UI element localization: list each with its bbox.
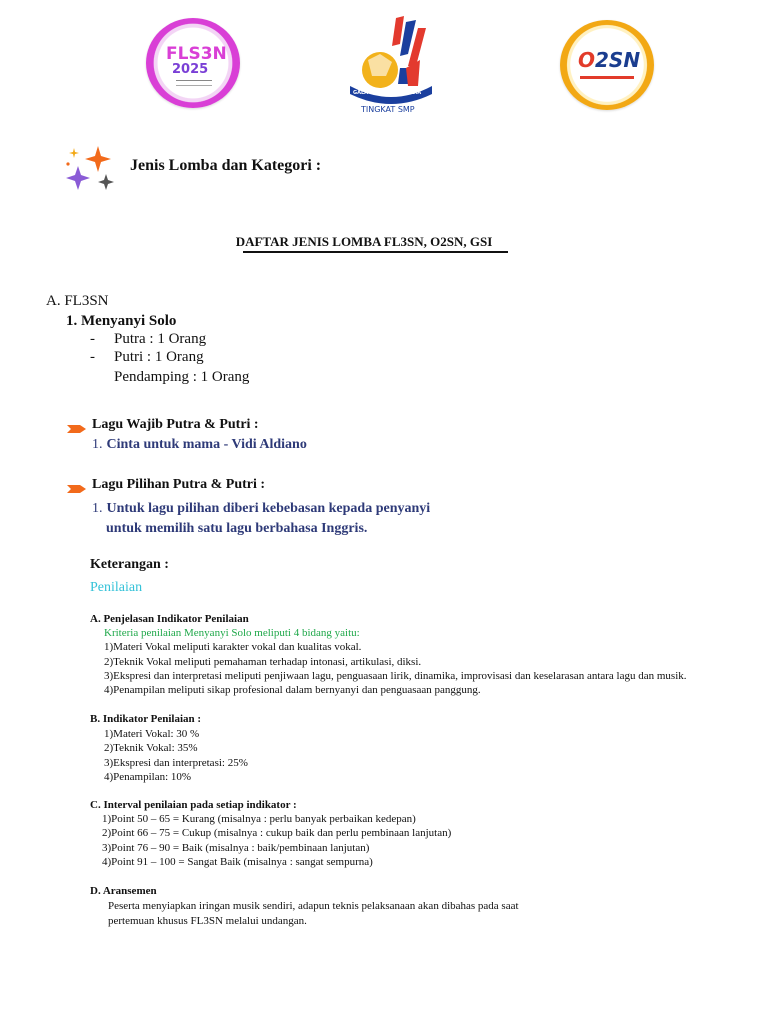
fls2n-logo <box>146 18 240 108</box>
interval-line: 2)Point 66 – 75 = Cukup (misalnya : cukup baik dan perlu pembinaan lanjutan) <box>102 827 452 839</box>
lagu-pilihan-item: 1. Untuk lagu pilihan diberi kebebasan kepada penyanyi <box>92 501 431 516</box>
keterangan-label: Keterangan : <box>90 557 169 572</box>
lagu-pilihan-item-cont: untuk memilih satu lagu berbahasa Inggris. <box>106 521 368 536</box>
participant-putri: - Putri : 1 Orang <box>90 349 204 365</box>
title-underline <box>243 251 508 253</box>
participant-putra: - Putra : 1 Orang <box>90 331 207 347</box>
arrow-bullet-icon <box>67 484 87 494</box>
penjelasan-heading: A. Penjelasan Indikator Penilaian <box>90 613 249 625</box>
arrow-bullet-icon <box>67 424 87 434</box>
indikator-line: 4)Penampilan: 10% <box>104 771 192 783</box>
section-a-label: A. FL3SN <box>46 293 109 309</box>
gsi-logo-text: GALA SISWA INDONESIA <box>353 90 422 96</box>
penjelasan-line: 3)Ekspresi dan interpretasi meliputi penjiwaan lagu, penguasaan lirik, dinamika, improvisasi dan keselarasan antara lagu dan musik. <box>104 670 687 682</box>
o2sn-logo-text: O2SN <box>578 48 641 72</box>
document-title: DAFTAR JENIS LOMBA FL3SN, O2SN, GSI <box>235 234 493 249</box>
indikator-line: 1)Materi Vokal: 30 % <box>104 728 200 740</box>
interval-line: 1)Point 50 – 65 = Kurang (misalnya : perlu banyak perbaikan kedepan) <box>102 813 416 825</box>
o2sn-logo-bar <box>580 76 634 79</box>
o2sn-logo <box>560 20 654 110</box>
gsi-logo <box>346 14 436 118</box>
lagu-wajib-item: 1. Cinta untuk mama - Vidi Aldiano <box>92 437 307 452</box>
fls-logo-text: FLS3N <box>166 44 227 64</box>
interval-heading: C. Interval penilaian pada setiap indikator : <box>90 799 297 811</box>
indikator-line: 2)Teknik Vokal: 35% <box>104 742 198 754</box>
fls-logo-underline <box>176 80 212 86</box>
penjelasan-line: 2)Teknik Vokal meliputi pemahaman terhadap intonasi, artikulasi, diksi. <box>104 656 422 668</box>
gsi-logo-level: TINGKAT SMP <box>361 105 415 114</box>
penilaian-heading: Penilaian <box>90 580 143 595</box>
aransemen-line: Peserta menyiapkan iringan musik sendiri, adapun teknis pelaksanaan akan dibahas pada saat <box>108 900 519 912</box>
penjelasan-intro: Kriteria penilaian Menyanyi Solo meliputi 4 bidang yaitu: <box>104 627 360 639</box>
interval-line: 4)Point 91 – 100 = Sangat Baik (misalnya : sangat sempurna) <box>102 856 373 868</box>
sparkle-icon <box>64 144 116 194</box>
indikator-heading: B. Indikator Penilaian : <box>90 713 202 725</box>
indikator-line: 3)Ekspresi dan interpretasi: 25% <box>104 757 248 769</box>
section-heading: Jenis Lomba dan Kategori : <box>130 157 322 174</box>
participant-pendamping: Pendamping : 1 Orang <box>114 369 250 385</box>
lagu-pilihan-label: Lagu Pilihan Putra & Putri : <box>92 477 266 492</box>
penjelasan-line: 4)Penampilan meliputi sikap profesional dalam bernyanyi dan penguasaan panggung. <box>104 684 481 696</box>
aransemen-line: pertemuan khusus FL3SN melalui undangan. <box>108 915 307 927</box>
aransemen-heading: D. Aransemen <box>90 885 157 897</box>
penjelasan-line: 1)Materi Vokal meliputi karakter vokal dan kualitas vokal. <box>104 641 362 653</box>
item-menyanyi-solo: 1. Menyanyi Solo <box>66 313 177 329</box>
fls-logo-year: 2025 <box>172 62 209 77</box>
interval-line: 3)Point 76 – 90 = Baik (misalnya : baik/pembinaan lanjutan) <box>102 842 370 854</box>
lagu-wajib-label: Lagu Wajib Putra & Putri : <box>92 417 259 432</box>
